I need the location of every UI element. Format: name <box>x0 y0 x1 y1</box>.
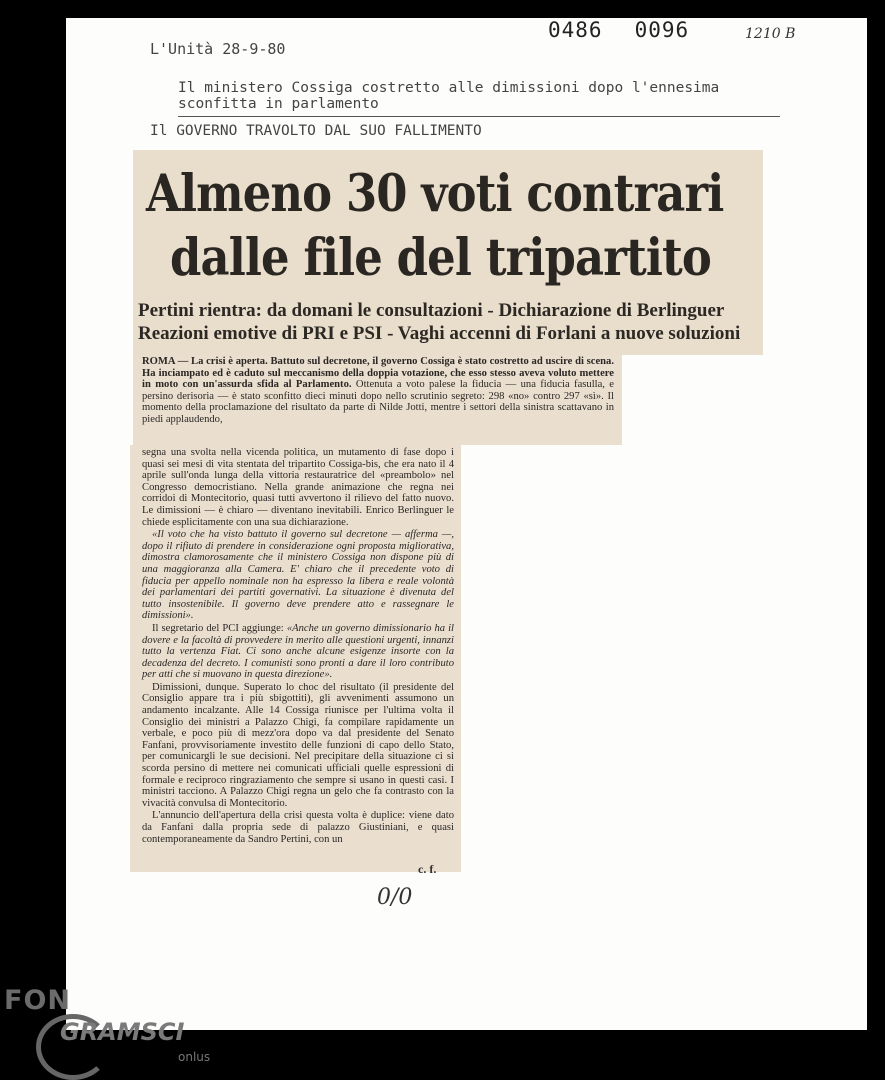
paragraph-5: L'annuncio dell'apertura della crisi questa volta è duplice: viene dato da Fanfani dalla propria sede di palazzo Giustiniani, e quasi contemporaneamente da Sandro Pertini, con un <box>142 810 454 845</box>
headline-line-2: dalle file del tripartito <box>170 228 711 288</box>
author-signature: c. f. <box>418 862 437 876</box>
paragraph-3-intro: Il segretario del PCI aggiunge: <box>152 622 284 634</box>
lead-paragraph: ROMA — La crisi è aperta. Battuto sul decretone, il governo Cossiga è stato costretto ad uscire di scena. Ha inciampato ed è caduto sul meccanismo della doppia votazione, che esso stesso aveva voluto mettere in moto con un'assurda sfida al Parlamento. <box>142 356 614 391</box>
paragraph-berlinguer-quote: «Il voto che ha visto battuto il governo sul decretone — afferma —, dopo il rifiuto di prendere in considerazione ogni proposta migliorativa, dimostra clamorosamente che il ministero Cossiga non dispone più di una maggioranza alla Camera. E' chiaro che il precedente voto di fiducia per appello nominale non ha espresso la libera e reale volontà dei parlamentari dei partiti governativi. La situazione è divenuta del tutto insostenibile. Il governo deve prendere atto e rassegnare le dimissioni». <box>142 529 454 622</box>
summary-line-1: Il ministero Cossiga costretto alle dimissioni dopo l'ennesima <box>178 80 720 96</box>
article-body-wide <box>142 356 614 427</box>
archive-number <box>548 18 721 42</box>
headline-line-1: Almeno 30 voti contrari <box>146 164 724 224</box>
archive-number-1: 0486 <box>548 18 603 42</box>
section-heading: Il GOVERNO TRAVOLTO DAL SUO FALLIMENTO <box>150 123 482 139</box>
source-date: L'Unità 28-9-80 <box>150 40 286 58</box>
watermark-text-2: GRAMSCI <box>60 1018 185 1046</box>
summary-underline <box>178 116 780 117</box>
paragraph-1-continued: segna una svolta nella vicenda politica, un mutamento di fase dopo i quasi sei mesi di vita stentata del tripartito Cossiga-bis, che era nato il 4 aprile sull'onda lunga della vittoria restauratrice del «preambolo» nel Congresso democristiano. Nella grande animazione che regna nei corridoi di Montecitorio, quasi tutti avvertono il rilievo del fatto nuovo. Le dimissioni — è chiaro — diventano inevitabili. Enrico Berlinguer le chiede esplicitamente con una sua dichiarazione. <box>142 447 454 528</box>
subhead-line-1: Pertini rientra: da domani le consultazioni - Dichiarazione di Berlinguer <box>138 300 725 321</box>
subhead-line-2: Reazioni emotive di PRI e PSI - Vaghi accenni di Forlani a nuove soluzioni <box>138 323 741 344</box>
watermark-text-1: FON <box>4 985 71 1016</box>
paragraph-3-quote: «Anche un governo dimissionario ha il dovere e la facoltà di provvedere in merito alle questioni urgenti, innanzi tutto la vertenza Fiat. Ci sono anche alcune esigenze insorte con la decadenza del decreto. I comunisti sono pronti a dare il loro contributo per atti che si muovano in questa direzione». <box>142 622 454 681</box>
summary-line-2: sconfitta in parlamento <box>178 96 379 112</box>
article-body-column <box>142 447 454 846</box>
lead-paragraph-rest: Ottenuta a voto palese la fiducia — una fiducia fasulla, e persino derisoria — è stato sconfitto dieci minuti dopo nello scrutinio segreto: 298 «no» contro 297 «sì». Il momento della proclamazione del risultato da parte di Nilde Jotti, mentre i settori della sinistra scattavano in piedi applaudendo, <box>142 379 614 425</box>
watermark-logo <box>4 985 71 1016</box>
paragraph-4: Dimissioni, dunque. Superato lo choc del risultato (il presidente del Consiglio appare tra i più sbigottiti), gli avvenimenti assumono un andamento incalzante. Alle 14 Cossiga riunisce per l'ultima volta il Consiglio dei ministri a Palazzo Chigi, fa compilare rapidamente un verbale, e poco più di mezz'ora dopo va dal presidente del Senato Fanfani, provvisoriamente investito delle funzioni di capo dello Stato, per comunicargli le sue decisioni. Nel precipitare della situazione ci si scorda persino di mettere nei comunicati ufficiali quelle espressioni di formale e reciproco ringraziamento che sempre si usano in questi casi. I ministri tacciono. A Palazzo Chigi regna un gelo che fa contrasto con la vivacità convulsa di Montecitorio. <box>142 681 454 809</box>
archive-number-2: 0096 <box>634 18 690 42</box>
watermark-text-3: onlus <box>178 1050 211 1064</box>
handwritten-annotation: 0/0 <box>377 885 413 910</box>
handwritten-code: 1210 B <box>745 26 796 42</box>
